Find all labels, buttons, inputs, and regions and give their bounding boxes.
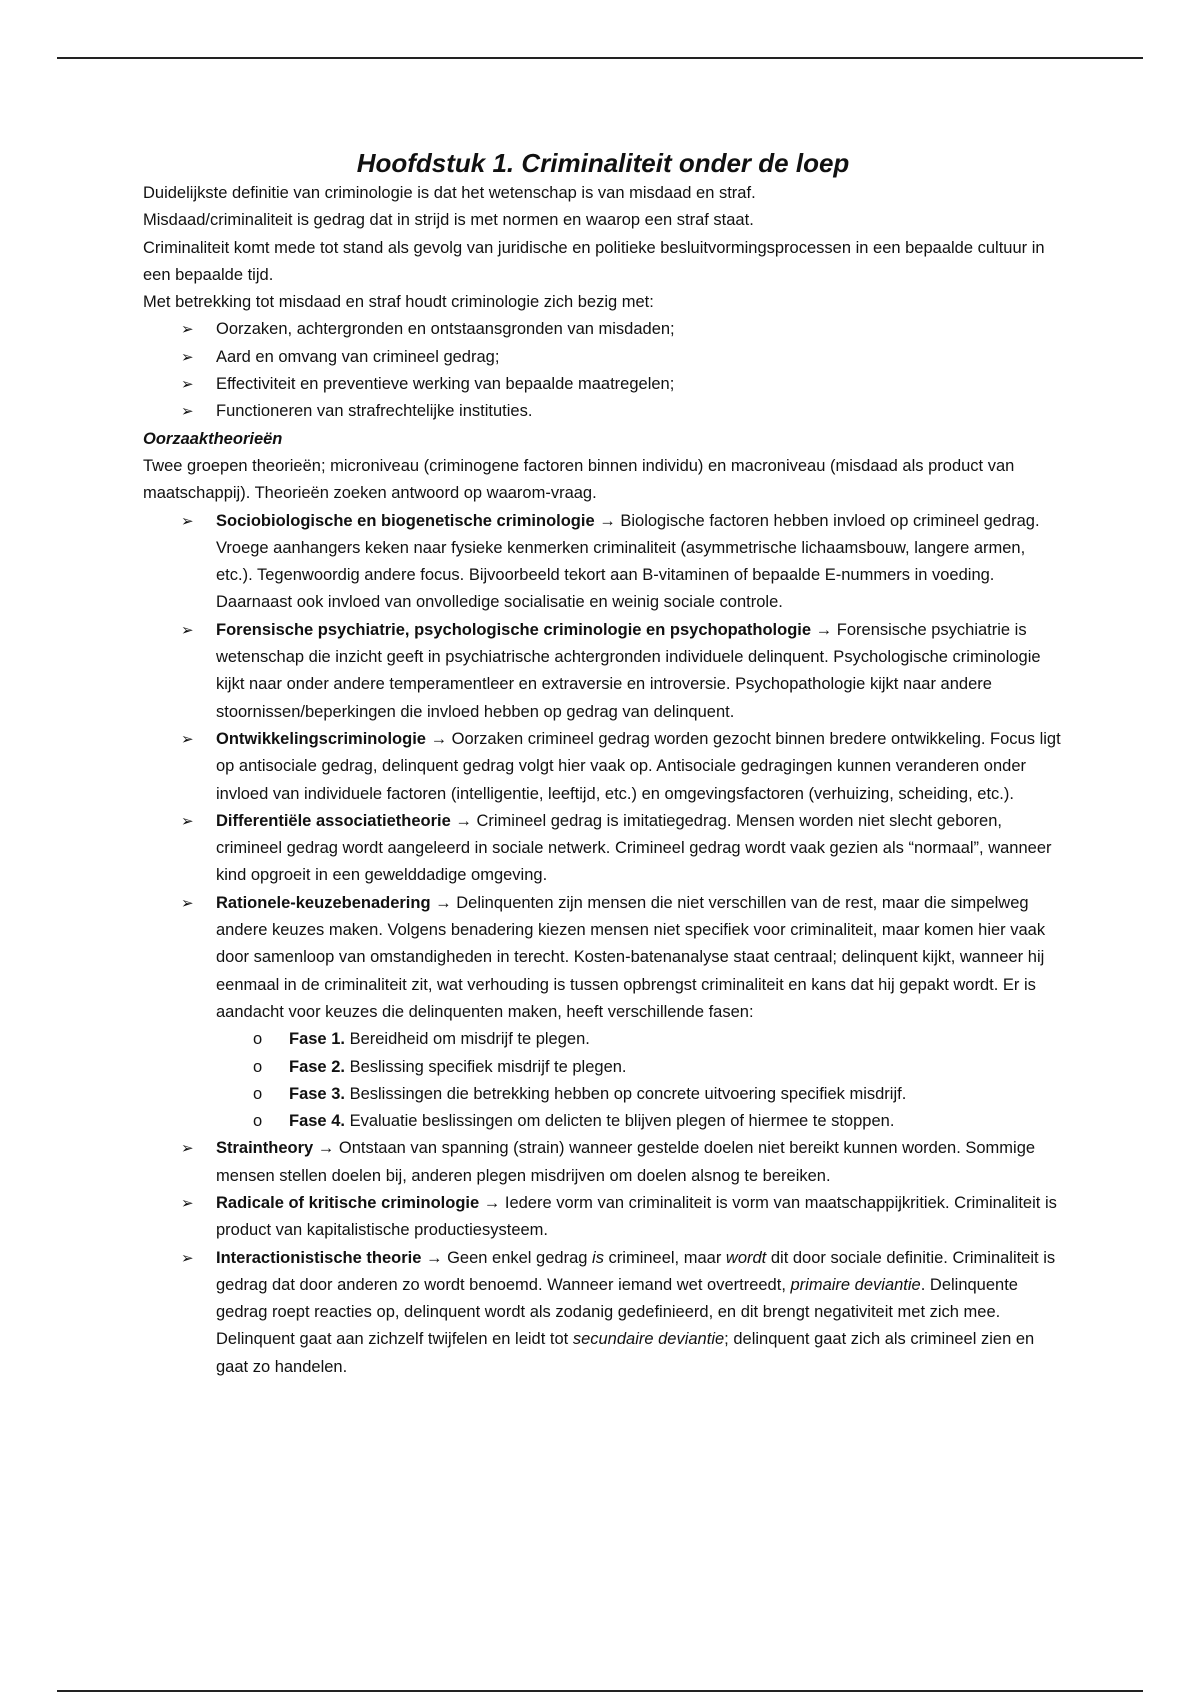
phase-text: Beslissingen die betrekking hebben op concrete uitvoering specifiek misdrijf. xyxy=(349,1084,907,1103)
theory-name: Rationele-keuzebenadering xyxy=(216,893,431,912)
phase-text: Evaluatie beslissingen om delicten te blijven plegen of hiermee te stoppen. xyxy=(349,1112,895,1131)
theory-item xyxy=(216,726,1063,808)
bottom-rule xyxy=(57,1690,1143,1692)
section-title: Oorzaaktheorieën xyxy=(143,429,283,448)
text-run: ; delinquent gaat zich als crimineel zien en gaat zo handelen. xyxy=(216,1330,1035,1376)
intro-paragraph-4: Met betrekking tot misdaad en straf houdt criminologie zich bezig met: xyxy=(143,293,654,312)
focus-list-item: ➢ Functioneren van strafrechtelijke instituties. xyxy=(216,398,1063,425)
phase-text: Beslissing specifiek misdrijf te plegen. xyxy=(349,1057,627,1076)
theory-text: Delinquenten zijn mensen die niet verschillen van de rest, maar die simpelweg andere keuzes maken. Volgens benadering kiezen mensen niet specifiek voor criminaliteit, maar komen hier vaak door samenloop van omstandigheden in terecht. Kosten-batenanalyse staat centraal; delinquent kijkt, wanneer hij eenmaal in de criminaliteit zit, wat verhouding is tussen opbrengst criminaliteit en kans dat hij gepakt wordt. Er is aandacht voor keuzes die delinquenten maken, heeft verschillende fasen: xyxy=(216,893,1046,1021)
phase-label: Fase 2. xyxy=(289,1057,345,1076)
theory-name: Ontwikkelingscriminologie xyxy=(216,729,426,748)
arrow-icon: → xyxy=(455,811,472,830)
intro-paragraph-2: Misdaad/criminaliteit is gedrag dat in strijd is met normen en waarop een straf staat. xyxy=(143,211,754,230)
focus-list-item: ➢ Aard en omvang van crimineel gedrag; xyxy=(216,344,1063,371)
theory-item xyxy=(216,808,1063,890)
text-run-italic: primaire deviantie xyxy=(790,1275,921,1294)
focus-list-item: ➢ Effectiviteit en preventieve werking van bepaalde maatregelen; xyxy=(216,371,1063,398)
arrow-icon: → xyxy=(435,893,452,912)
theory-name: Forensische psychiatrie, psychologische criminologie en psychopathologie xyxy=(216,620,812,639)
phase-item xyxy=(289,1026,1063,1053)
arrow-icon: → xyxy=(317,1139,335,1158)
theory-text: Iedere vorm van criminaliteit is vorm van maatschappijkritiek. Criminaliteit is product van kapitalistische productiesysteem. xyxy=(216,1193,1057,1240)
theory-item xyxy=(216,1190,1063,1245)
theory-text: Biologische factoren hebben invloed op crimineel gedrag. Vroege aanhangers keken naar fysieke kenmerken criminaliteit (asymmetrische lichaamsbouw, langere armen, etc.). Tegenwoordig andere focus. Bijvoorbeeld tekort aan B-vitaminen of bepaalde E-nummers in voeding. Daarnaast ook invloed van onvolledige socialisatie en weinig sociale controle. xyxy=(216,511,1040,612)
theory-item xyxy=(216,617,1063,726)
text-run-italic: wordt xyxy=(725,1248,767,1267)
text-run-italic: is xyxy=(592,1248,604,1267)
phase-text: Bereidheid om misdrijf te plegen. xyxy=(349,1030,590,1049)
focus-list xyxy=(143,316,1063,425)
phase-label: Fase 4. xyxy=(289,1112,345,1131)
theory-text: Crimineel gedrag is imitatiegedrag. Mensen worden niet slecht geboren, crimineel gedrag wordt aangeleerd in sociale netwerk. Crimineel gedrag wordt vaak gezien als “normaal”, wanneer kind opgroeit in een gewelddadige omgeving. xyxy=(216,811,1052,885)
intro-paragraph-1: Duidelijkste definitie van criminologie is dat het wetenschap is van misdaad en straf. xyxy=(143,184,756,202)
intro-paragraph-3: Criminaliteit komt mede tot stand als gevolg van juridische en politieke besluitvormingsprocessen in een bepaalde cultuur in een bepaalde tijd. xyxy=(143,238,1045,284)
theory-item xyxy=(216,1245,1063,1381)
theory-text: Oorzaken crimineel gedrag worden gezocht binnen bredere ontwikkeling. Focus ligt op antisociale gedrag, delinquent gedrag volgt hier vaak op. Antisociale gedragingen kunnen veranderen onder invloed van individuele factoren (intelligentie, leeftijd, etc.) en omgevingsfactoren (verhuizing, scheiding, etc.). xyxy=(216,729,1061,803)
focus-list-item: ➢ Oorzaken, achtergronden en ontstaansgronden van misdaden; xyxy=(216,316,1063,343)
theory-item xyxy=(216,890,1063,1136)
theory-name: Sociobiologische en biogenetische criminologie xyxy=(216,511,595,530)
arrow-icon: → xyxy=(430,729,448,748)
arrow-icon: → xyxy=(815,620,833,639)
theory-text xyxy=(216,1249,1055,1376)
phase-label: Fase 1. xyxy=(289,1030,345,1049)
theory-item xyxy=(216,1135,1063,1190)
phase-item xyxy=(289,1108,1063,1135)
theory-text: Forensische psychiatrie is wetenschap die inzicht geeft in psychiatrische achtergronden individuele delinquent. Psychologische criminologie kijkt naar onder andere temperamentleer en extraversie en introversie. Psychopathologie kijkt naar andere stoornissen/beperkingen die invloed hebben op gedrag van delinquent. xyxy=(216,620,1041,721)
theory-name: Differentiële associatietheorie xyxy=(216,811,451,830)
theory-name: Radicale of kritische criminologie xyxy=(216,1193,480,1212)
phase-label: Fase 3. xyxy=(289,1084,345,1103)
text-run: dit door sociale definitie. Criminaliteit is gedrag dat door anderen zo wordt benoemd. Wanneer iemand wet overtreedt, xyxy=(216,1248,1056,1294)
text-run-italic: secundaire deviantie xyxy=(572,1330,725,1349)
arrow-icon: → xyxy=(483,1193,501,1212)
theory-text: Ontstaan van spanning (strain) wanneer gestelde doelen niet bereikt kunnen worden. Sommige mensen stellen doelen bij, anderen plegen misdrijven om doelen alsnog te bereiken. xyxy=(216,1139,1036,1185)
arrow-icon: → xyxy=(425,1248,443,1267)
theory-list xyxy=(143,508,1063,1382)
phase-item xyxy=(289,1081,1063,1108)
top-rule xyxy=(57,57,1143,59)
document-page xyxy=(143,146,1063,1381)
phase-item xyxy=(289,1054,1063,1081)
text-run: . Delinquente gedrag roept reacties op, delinquent wordt als zodanig gedefinieerd, en dit brengt negativiteit met zich mee. Delinquent gaat aan zichzelf twijfelen en leidt tot xyxy=(216,1275,1018,1349)
theory-name: Straintheory xyxy=(216,1139,314,1158)
text-run: crimineel, maar xyxy=(603,1248,726,1267)
page-title: Hoofdstuk 1. Criminaliteit onder de loep xyxy=(356,148,850,178)
theory-name: Interactionistische theorie xyxy=(216,1248,422,1267)
arrow-icon: → xyxy=(599,511,616,530)
section-intro: Twee groepen theorieën; microniveau (criminogene factoren binnen individu) en macroniveau (misdaad als product van maatschappij). Theorieën zoeken antwoord op waarom-vraag. xyxy=(143,456,1015,503)
phase-list xyxy=(216,1026,1063,1135)
theory-item xyxy=(216,508,1063,617)
text-run: Geen enkel gedrag xyxy=(447,1248,593,1267)
